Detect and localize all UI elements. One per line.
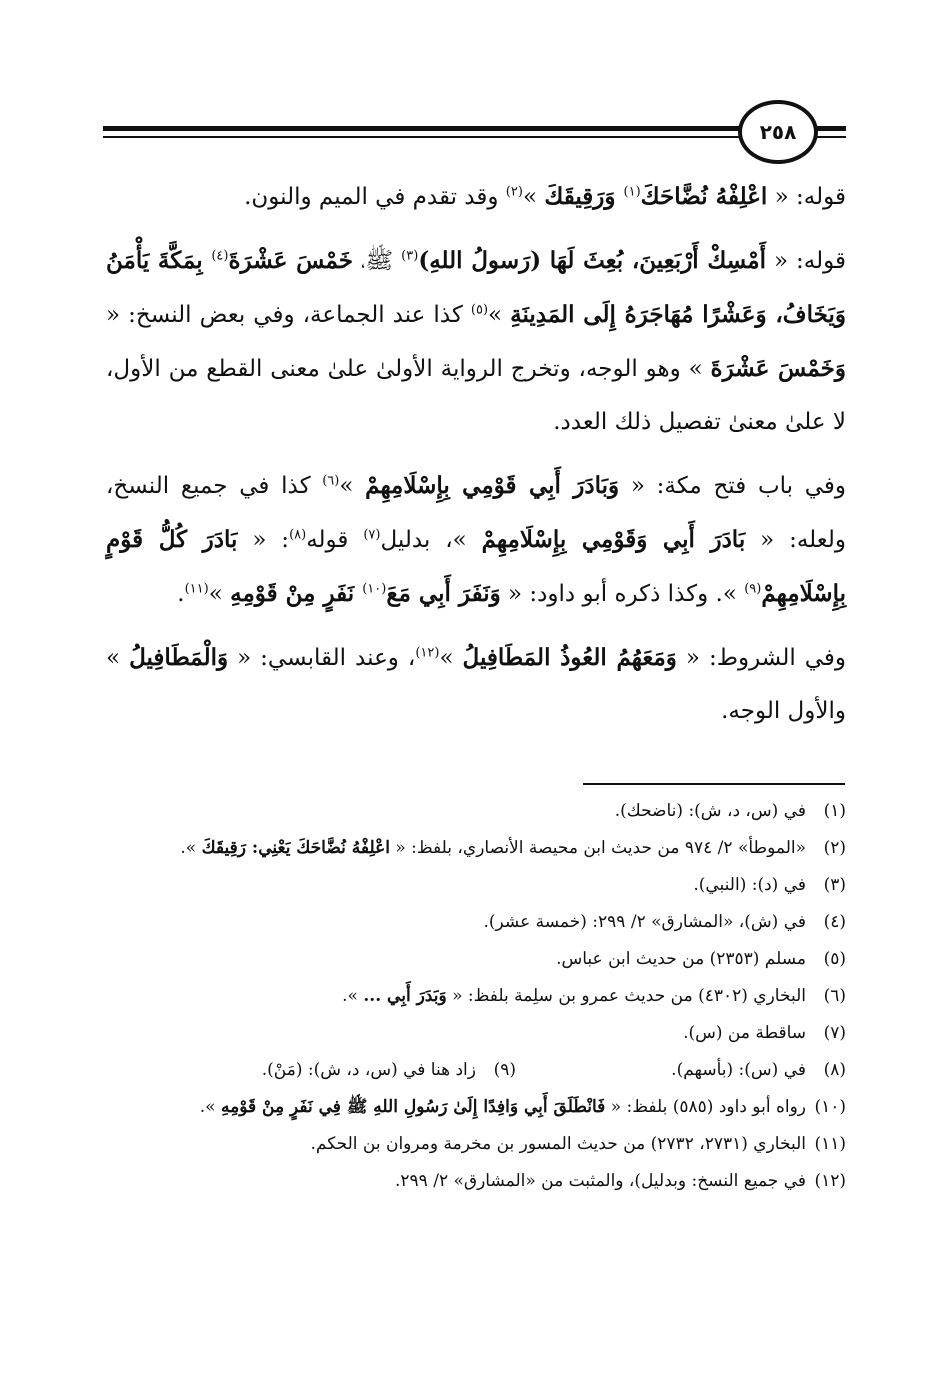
footnote-number: (١٠) <box>814 1097 846 1117</box>
text-run: ، وعند القابسي: « <box>228 645 416 671</box>
page-number <box>738 100 818 164</box>
text-run: » <box>339 473 366 499</box>
footnote-ref: (١١) <box>184 581 209 597</box>
text-run: قوله <box>306 527 364 553</box>
text-run: » <box>488 302 511 328</box>
main-text <box>106 170 846 748</box>
footnote-ref: (٧) <box>363 527 381 543</box>
footnote-pair <box>106 1055 846 1085</box>
text-run: ». <box>180 838 202 858</box>
footnote-number: (٦) <box>823 986 846 1006</box>
paragraph-2 <box>106 234 846 449</box>
footnote <box>106 944 846 974</box>
text-run: » وهو الوجه، وتخرج الرواية الأولىٰ علىٰ معنى القطع من الأول، لا علىٰ معنىٰ تفصيل ذلك العدد. <box>106 356 846 435</box>
text-run: رواه أبو داود (٥٨٥) بلفظ: « <box>605 1097 806 1117</box>
quoted-text: فَانْطَلَقَ أَبِي وَافِدًا إِلَىٰ رَسُولِ اللهِ ﷺ فِي نَفَرٍ مِنْ قَوْمِهِ <box>220 1097 606 1117</box>
text-run: وقد تقدم في الميم والنون. <box>244 184 506 210</box>
footnote-ref: (١٠) <box>362 581 387 597</box>
text-run: وفي باب فتح مكة: « <box>619 473 846 499</box>
footnote-number: (٩) <box>493 1060 516 1080</box>
quoted-text: خَمْسَ عَشْرَةَ <box>228 247 353 274</box>
footnotes <box>106 796 846 1203</box>
footnote <box>106 1018 846 1048</box>
quoted-text: بِمَكَّةَ يَأْمَنُ وَيَخَافُ، وَعَشْرًا مُهَاجَرَهُ إِلَى المَدِينَةِ <box>106 247 846 328</box>
quoted-text: (رَسولُ اللهِ) <box>418 247 550 274</box>
text-run: في (ش)، «المشارق» ٢/ ٢٩٩: (خمسة عشر). <box>483 912 806 932</box>
text-run: » والأول الوجه. <box>106 645 846 724</box>
footnote <box>106 1092 846 1122</box>
text-run: مسلم (٢٣٥٣) من حديث ابن عباس. <box>556 949 806 969</box>
footnote-ref: (٥) <box>470 302 489 318</box>
footnote-text <box>106 981 806 1011</box>
footnote-text <box>106 1166 806 1196</box>
text-run: » <box>522 184 545 210</box>
quoted-text: اعْلِفْهُ نُضَّاحَكَ يَعْنِي: رَقِيقَكَ <box>201 838 390 858</box>
quoted-text: نَفَرٍ مِنْ قَوْمِهِ <box>230 580 363 607</box>
footnote <box>106 981 846 1011</box>
footnote-separator <box>583 783 845 785</box>
text-run: ساقطة من (س). <box>683 1023 806 1043</box>
text-run: : « <box>237 527 290 553</box>
footnote-text <box>106 870 806 900</box>
quoted-text: وَرَقِيقَكَ <box>544 183 624 210</box>
text-run: في (س، د، ش): (ناضحك). <box>614 801 806 821</box>
footnote-text: في (س): (بأسهم). <box>671 1060 806 1080</box>
text-run: قوله: « <box>767 184 846 210</box>
footnote-text <box>106 907 806 937</box>
footnote-ref: (٤) <box>211 248 229 264</box>
text-run: البخاري (٤٣٠٢) من حديث عمرو بن سلِمة بلفظ: « <box>446 986 806 1006</box>
footnote-ref: (١) <box>623 184 641 200</box>
header-rule-thin <box>103 136 745 138</box>
quoted-text: وَنَفَرَ أَبِي مَعَ <box>386 580 501 607</box>
footnote-number: (١١) <box>814 1134 846 1154</box>
text-run: . <box>177 581 185 607</box>
footnote <box>106 833 846 863</box>
footnote-number: (٨) <box>823 1060 846 1080</box>
text-run: في جميع النسخ: وبدليل)، والمثبت من «المشارق» ٢/ ٢٩٩. <box>394 1171 806 1191</box>
footnotes-group-b <box>106 1092 846 1196</box>
footnote <box>106 1129 846 1159</box>
text-run: في (د): (النبي). <box>693 875 806 895</box>
text-run: كذا عند الجماعة، وفي بعض النسخ: « <box>106 302 471 328</box>
footnote-ref: (٢) <box>505 184 523 200</box>
quoted-text: وَالْمَطَافِيلُ <box>129 644 229 671</box>
text-run: ». <box>342 986 364 1006</box>
footnote-text <box>106 1018 806 1048</box>
text-run: «الموطأ» ٢/ ٩٧٤ من حديث ابن محيصة الأنصاري، بلفظ: « <box>389 838 806 858</box>
header-rule-thick <box>103 126 745 131</box>
paragraph-3 <box>106 459 846 621</box>
text-run: »، بدليل <box>380 527 482 553</box>
paragraph-1 <box>106 170 846 224</box>
footnote-text <box>106 944 806 974</box>
footnote-ref: (١٢) <box>415 645 440 661</box>
quoted-text: اعْلِفْهُ نُضَّاحَكَ <box>640 183 768 210</box>
footnote-ref: (٨) <box>289 527 307 543</box>
footnote-text <box>106 1129 806 1159</box>
footnote <box>106 870 846 900</box>
quoted-text: بَادَرَ كُلُّ قَوْمٍ بِإِسْلَامِهِمْ <box>106 526 846 607</box>
footnotes-group-a <box>106 796 846 1048</box>
footnote-number: (٣) <box>823 875 846 895</box>
footnote-ref: (٩) <box>744 581 762 597</box>
page-number-text: ٢٥٨ <box>759 120 797 144</box>
text-run: ». <box>199 1097 221 1117</box>
quoted-text: وَخَمْسَ عَشْرَةَ <box>710 355 847 382</box>
footnote <box>106 1166 846 1196</box>
quoted-text: وَبَادَرَ أَبِي قَوْمِي بِإِسْلَامِهِمْ <box>365 472 620 499</box>
footnote-number: (١) <box>823 801 846 821</box>
footnote-number: (٧) <box>823 1023 846 1043</box>
quoted-text: بَادَرَ أَبِي وَقَوْمِي بِإِسْلَامِهِمْ <box>481 526 746 553</box>
text-run: البخاري (٢٧٣١، ٢٧٣٢) من حديث المسور بن مخرمة ومروان بن الحكم. <box>310 1134 806 1154</box>
footnote-number: (٤) <box>823 912 846 932</box>
text-run: قوله: « <box>766 248 847 274</box>
footnote-number: (٢) <box>823 838 846 858</box>
footnote-text <box>106 833 806 863</box>
footnote-text: زاد هنا في (س، د، ش): (مَنْ). <box>261 1060 476 1080</box>
text-run: كذا في جميع النسخ، ولعله: « <box>106 473 846 553</box>
text-run: » <box>439 645 463 671</box>
quoted-text: وَمَعَهُمُ العُوذُ المَطَافِيلُ <box>462 644 677 671</box>
text-run: ». وكذا ذكره أبو داود: « <box>500 581 745 607</box>
footnote-number: (١٢) <box>814 1171 846 1191</box>
text-run: » <box>208 581 231 607</box>
text-run: وفي الشروط: « <box>676 645 846 671</box>
text-run: ﷺ، <box>353 248 402 274</box>
footnote-text <box>106 796 806 826</box>
paragraph-4 <box>106 631 846 738</box>
footnote-ref: (٣) <box>401 248 419 264</box>
footnote-number: (٥) <box>823 949 846 969</box>
footnote <box>106 796 846 826</box>
footnote-ref: (٦) <box>322 473 340 489</box>
quoted-text: وَبَدَرَ أَبِي ... <box>363 986 447 1006</box>
footnote <box>106 907 846 937</box>
quoted-text: أَمْسِكْ أَرْبَعِينَ، بُعِثَ لَهَا <box>549 247 766 274</box>
footnote-text <box>106 1092 806 1122</box>
